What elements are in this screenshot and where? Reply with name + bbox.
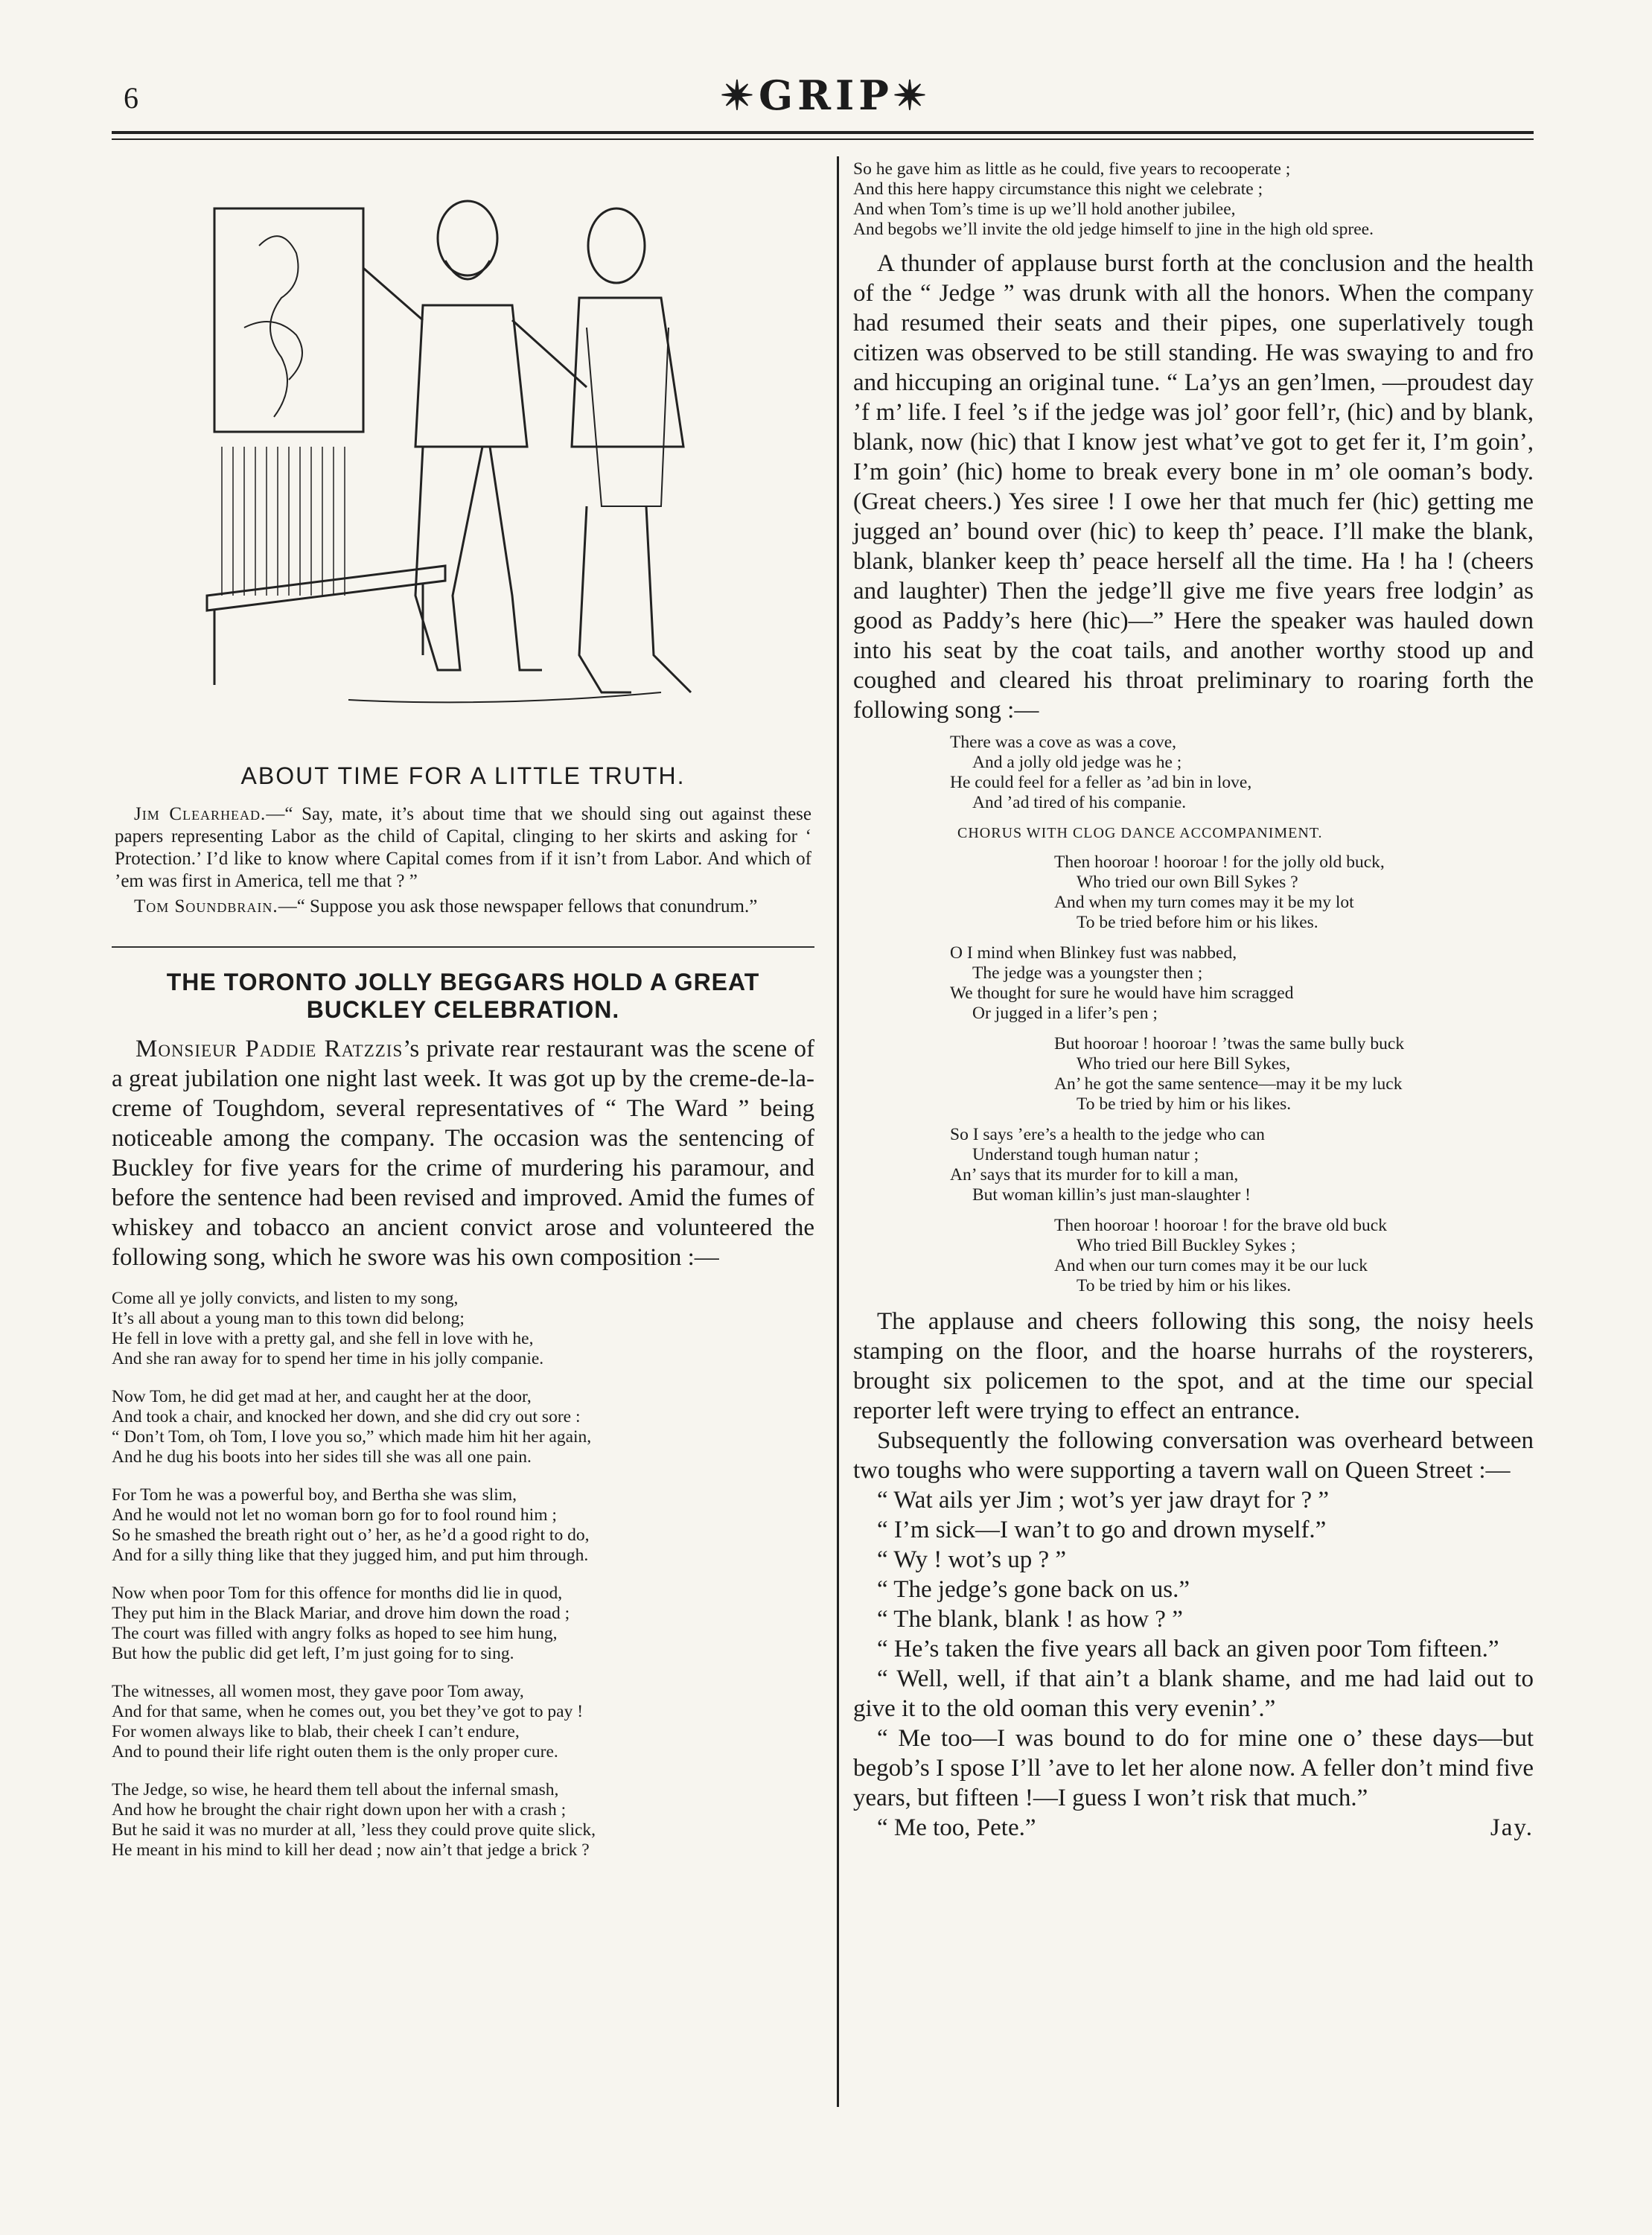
song-line: There was a cove as was a cove, xyxy=(950,733,1177,752)
song-line: And when our turn comes may it be our luck xyxy=(1054,1256,1368,1275)
song-line: An’ he got the same sentence—may it be my luck xyxy=(1054,1074,1403,1094)
song-line: So I says ’ere’s a health to the jedge who can xyxy=(950,1125,1265,1144)
song-line: It’s all about a young man to this town did belong; xyxy=(112,1309,465,1328)
subsequently-paragraph: Subsequently the following conversation was overheard between two toughs who were supporting a tavern wall on Queen Street :— xyxy=(853,1427,1534,1484)
song-line: To be tried by him or his likes. xyxy=(1077,1276,1292,1295)
song2-verse xyxy=(853,733,1534,813)
song-line: Understand tough human natur ; xyxy=(972,1145,1199,1164)
dialogue-line: “ Wy ! wot’s up ? ” xyxy=(877,1546,1067,1573)
last-line-text: “ Me too, Pete.” xyxy=(877,1814,1036,1841)
song-two xyxy=(853,733,1534,1296)
song-line: Who tried our here Bill Sykes, xyxy=(1077,1054,1291,1074)
song-line: And this here happy circumstance this night we celebrate ; xyxy=(853,179,1263,199)
intro-text: ’s private rear restaurant was the scene of a great jubilation one night last week. It was got up by the creme-de-la-creme of Toughdom, several representatives of “ The Ward ” being noticeable among the company. The occasion was the sentencing of Buckley for five years for the crime of murdering his paramour, and before the sentence had been revised and improved. Amid the fumes of whiskey and tobacco an ancient convict arose and volunteered the following song, which he swore was his own composition :— xyxy=(112,1036,814,1271)
last-line xyxy=(853,1813,1534,1843)
song1-final-stanza xyxy=(853,159,1534,240)
header-rule-thin xyxy=(112,138,1534,140)
speaker1-line xyxy=(115,803,811,893)
section-divider xyxy=(112,946,814,948)
song-line: He meant in his mind to kill her dead ; now ain’t that jedge a brick ? xyxy=(112,1840,590,1860)
song-line: The witnesses, all women most, they gave poor Tom away, xyxy=(112,1682,524,1701)
dialogue-line: “ Well, well, if that ain’t a blank shame, and me had laid out to give it to the old ooman this very evenin’.” xyxy=(853,1665,1534,1722)
song-line: And when Tom’s time is up we’ll hold another jubilee, xyxy=(853,200,1236,219)
cartoon-title: ABOUT TIME FOR A LITTLE TRUTH. xyxy=(240,762,686,789)
article-intro xyxy=(112,1034,814,1272)
song1-stanza xyxy=(112,1682,814,1762)
song-line: Then hooroar ! hooroar ! for the jolly old buck, xyxy=(1054,852,1385,872)
song-line: And she ran away for to spend her time in his jolly companie. xyxy=(112,1349,544,1368)
speaker1-name: Jim Clearhead. xyxy=(134,804,267,824)
song-line: “ Don’t Tom, oh Tom, I love you so,” which made him hit her again, xyxy=(112,1427,592,1447)
song-line: But woman killin’s just man-slaughter ! xyxy=(972,1185,1251,1205)
song-line: And a jolly old jedge was he ; xyxy=(972,753,1182,772)
song-line: And to pound their life right outen them is the only proper cure. xyxy=(112,1742,558,1761)
song-line: For Tom he was a powerful boy, and Bertha she was slim, xyxy=(112,1485,517,1505)
speaker2-line xyxy=(115,896,811,918)
header-rule xyxy=(112,131,1534,134)
song-line: Who tried our own Bill Sykes ? xyxy=(1077,873,1298,892)
song-line: We thought for sure he would have him scragged xyxy=(950,983,1294,1003)
song-line: And took a chair, and knocked her down, and she did cry out sore : xyxy=(112,1407,581,1426)
song-line: And for a silly thing like that they jugged him, and put him through. xyxy=(112,1546,589,1565)
headline-line-1: THE TORONTO JOLLY BEGGARS HOLD A GREAT xyxy=(166,969,760,995)
intro-lead: Monsieur Paddie Ratzzis xyxy=(135,1036,404,1062)
song-line: But hooroar ! hooroar ! ’twas the same bully buck xyxy=(1054,1034,1405,1053)
song-line: He fell in love with a pretty gal, and she fell in love with he, xyxy=(112,1329,534,1348)
song-line: But how the public did get left, I’m just going for to sing. xyxy=(112,1644,514,1663)
song-line: He could feel for a feller as ’ad bin in love, xyxy=(950,773,1252,792)
song-line: So he smashed the breath right out o’ her, as he’d a good right to do, xyxy=(112,1525,590,1545)
song1-stanza xyxy=(112,1584,814,1664)
speaker1-text: —“ Say, mate, it’s about time that we should sing out against these papers representing Labor as the child of Capital, clinging to her skirts and asking for ‘ Protection.’ I’d like to know where Capital comes from if it isn’t from Labor. And which of ’em was first in America, tell me that ? ” xyxy=(115,804,812,891)
cartoon-illustration xyxy=(200,179,728,737)
song-one xyxy=(112,1289,814,1861)
intro-paragraph xyxy=(112,1034,814,1272)
page-number: 6 xyxy=(124,81,138,115)
song2-verse xyxy=(853,943,1534,1024)
dialogue-line: “ Wat ails yer Jim ; wot’s yer jaw drayt for ? ” xyxy=(877,1487,1330,1514)
song1-stanza xyxy=(112,1485,814,1566)
song2-verse xyxy=(853,1125,1534,1205)
song-line: Now when poor Tom for this offence for months did lie in quod, xyxy=(112,1584,563,1603)
song-line: To be tried before him or his likes. xyxy=(1077,913,1318,932)
song-line: The jedge was a youngster then ; xyxy=(972,963,1203,983)
author-signature: Jay. xyxy=(1490,1814,1534,1841)
headline-line-2: BUCKLEY CELEBRATION. xyxy=(306,996,620,1023)
song-line: The Jedge, so wise, he heard them tell about the infernal smash, xyxy=(112,1780,559,1799)
column-divider xyxy=(837,156,839,2107)
song1-stanza xyxy=(112,1289,814,1369)
right-column xyxy=(853,156,1534,1843)
song-line: And for that same, when he comes out, you bet they’ve got to pay ! xyxy=(112,1702,584,1721)
song-line: For women always like to blab, their cheek I can’t endure, xyxy=(112,1722,520,1741)
left-column xyxy=(112,156,814,1878)
chorus xyxy=(853,852,1534,933)
dialogue-line: “ He’s taken the five years all back an given poor Tom fifteen.” xyxy=(877,1636,1499,1662)
song-line: And he dug his boots into her sides till she was all one pain. xyxy=(112,1447,532,1467)
song-line: They put him in the Black Mariar, and drove him down the road ; xyxy=(112,1604,570,1623)
song-line: And he would not let no woman born go for to fool round him ; xyxy=(112,1505,557,1525)
song-line: And when my turn comes may it be my lot xyxy=(1054,893,1354,912)
speaker2-name: Tom Soundbrain. xyxy=(134,896,278,916)
song-line: To be tried by him or his likes. xyxy=(1077,1094,1292,1114)
dialogue-line: “ The blank, blank ! as how ? ” xyxy=(877,1606,1183,1633)
song-line: Who tried Bill Buckley Sykes ; xyxy=(1077,1236,1296,1255)
song-line: An’ says that its murder for to kill a man, xyxy=(950,1165,1239,1185)
dialogue-line: “ The jedge’s gone back on us.” xyxy=(877,1576,1190,1603)
article-closing xyxy=(853,1307,1534,1843)
song1-stanza xyxy=(112,1387,814,1467)
dialogue-line: “ Me too—I was bound to do for mine one o’ these days—but begob’s I spose I’ll ’ave to let her alone now. A feller don’t mind five years, but fifteen !—I guess I won’t risk that much.” xyxy=(853,1725,1534,1811)
speaker2-text: —“ Suppose you ask those newspaper fellows that conundrum.” xyxy=(278,896,758,916)
song-line: O I mind when Blinkey fust was nabbed, xyxy=(950,943,1237,963)
article-middle xyxy=(853,249,1534,725)
song-line: And ’ad tired of his companie. xyxy=(972,793,1187,812)
chorus xyxy=(853,1034,1534,1115)
chorus-heading: CHORUS WITH CLOG DANCE ACCOMPANIMENT. xyxy=(957,825,1323,841)
song-line: So he gave him as little as he could, five years to recooperate ; xyxy=(853,159,1291,179)
song-line: And how he brought the chair right down upon her with a crash ; xyxy=(112,1800,567,1820)
song-line: Then hooroar ! hooroar ! for the brave old buck xyxy=(1054,1216,1387,1235)
song-line: The court was filled with angry folks as hoped to see him hung, xyxy=(112,1624,558,1643)
song-line: But he said it was no murder at all, ’less they could prove quite slick, xyxy=(112,1820,596,1840)
closing-paragraph: The applause and cheers following this song, the noisy heels stamping on the floor, and the hoarse hurrahs of the roysterers, brought six policemen to the spot, and at the time our special reporter left were trying to effect an entrance. xyxy=(853,1308,1534,1424)
song-line: Come all ye jolly convicts, and listen to my song, xyxy=(112,1289,459,1308)
middle-paragraph: A thunder of applause burst forth at the conclusion and the health of the “ Jedge ” was drunk with all the honors. When the company had resumed their seats and their pipes, one superlatively tough citizen was observed to be still standing. He was swaying to and fro and hiccuping an original tune. “ La’ys an gen’lmen, —proudest day ’f m’ life. I feel ’s if the jedge was jol’ goor fell’r, (hic) and by blank, blank, now (hic) that I know jest what’ve got to get fer it, I’m goin’, I’m goin’ (hic) home to break every bone in m’ ole ooman’s body. (Great cheers.) Yes siree ! I owe her that much fer (hic) getting me jugged an’ bound over (hic) to keep th’ peace. I’ll make the blank, blank, blanker keep th’ peace herself all the time. Ha ! ha ! (cheers and laughter) Then the jedge’ll give me five years free lodgin’ as good as Paddy’s here (hic)—” Here the speaker was hauled down into his seat by the coat tails, and another worthy stood up and coughed and cleared his throat preliminary to roaring forth the following song :— xyxy=(853,250,1534,724)
cartoon-dialog xyxy=(115,803,811,918)
dialogue-line: “ I’m sick—I wan’t to go and drown myself.” xyxy=(877,1517,1327,1543)
article-headline xyxy=(119,969,807,1024)
song1-stanza xyxy=(112,1780,814,1861)
song-line: Or jugged in a lifer’s pen ; xyxy=(972,1004,1158,1023)
masthead-title: ✴GRIP✴ xyxy=(720,71,932,119)
song-line: Now Tom, he did get mad at her, and caught her at the door, xyxy=(112,1387,532,1406)
chorus xyxy=(853,1216,1534,1296)
song-line: And begobs we’ll invite the old jedge himself to jine in the high old spree. xyxy=(853,220,1374,239)
